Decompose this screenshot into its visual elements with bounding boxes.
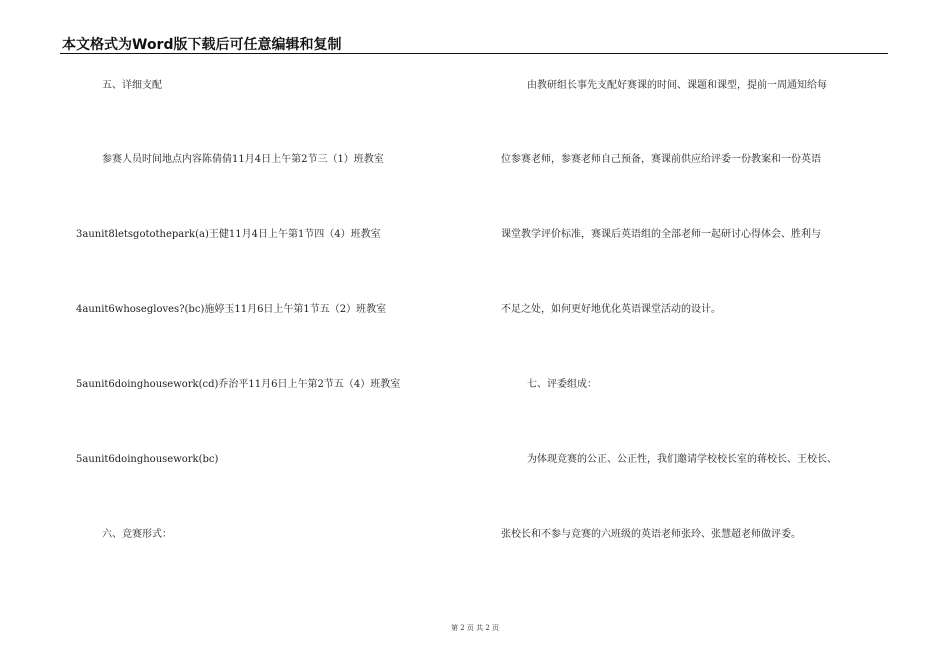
schedule-row-4: 5aunit6doinghousework(bc) [76, 454, 219, 465]
schedule-header-line: 参赛人员时间地点内容陈倩倩11月4日上午第2节三（1）班教室 [102, 154, 384, 165]
paragraph-line: 由教研组长事先支配好赛课的时间、课题和课型，提前一周通知给每 [527, 80, 827, 91]
section-heading-judges: 七、评委组成： [527, 379, 597, 390]
header-divider [60, 53, 888, 54]
schedule-row-3: 5aunit6doinghousework(cd)乔治平11月6日上午第2节五（4）班教室 [76, 379, 401, 390]
paragraph-line: 课堂教学评价标准，赛课后英语组的全部老师一起研讨心得体会、胜利与 [501, 229, 821, 240]
document-header-title: 本文格式为Word版下载后可任意编辑和复制 [62, 37, 342, 53]
paragraph-line: 张校长和不参与竞赛的六班级的英语老师张玲、张慧超老师做评委。 [501, 529, 801, 540]
section-heading-arrangement: 五、详细支配 [102, 80, 162, 91]
paragraph-line: 不足之处，如何更好地优化英语课堂活动的设计。 [501, 304, 721, 315]
paragraph-line: 为体现竞赛的公正、公正性，我们邀请学校校长室的蒋校长、王校长、 [527, 454, 837, 465]
paragraph-line: 位参赛老师，参赛老师自己预备，赛课前供应给评委一份教案和一份英语 [501, 154, 821, 165]
section-heading-format: 六、竞赛形式： [102, 529, 172, 540]
page-number: 第 2 页 共 2 页 [450, 624, 500, 632]
schedule-row-1: 3aunit8letsgotothepark(a)王健11月4日上午第1节四（4）班教室 [76, 229, 381, 240]
schedule-row-2: 4aunit6whosegloves?(bc)施婷玉11月6日上午第1节五（2）班教室 [76, 304, 387, 315]
